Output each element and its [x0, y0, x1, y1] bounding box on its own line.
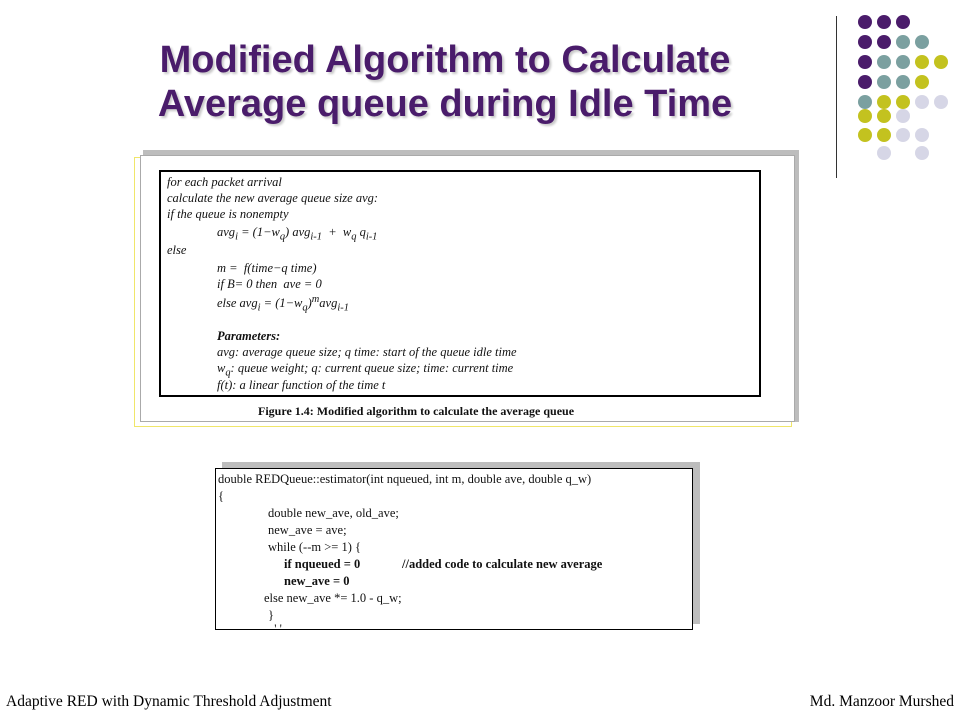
decorative-dot — [877, 35, 891, 49]
code-line: { — [218, 489, 224, 503]
algo-line: f(t): a linear function of the time t — [217, 378, 386, 392]
decorative-dot — [858, 109, 872, 123]
decorative-dot — [858, 95, 872, 109]
decorative-dot — [877, 95, 891, 109]
code-line: else new_ave *= 1.0 - q_w; — [264, 591, 402, 605]
footer-presentation-title: Adaptive RED with Dynamic Threshold Adjustment — [6, 693, 332, 710]
decorative-dot — [858, 55, 872, 69]
decorative-dot — [858, 35, 872, 49]
algo-parameters-heading: Parameters: — [217, 329, 281, 343]
algo-equation-2: else $avg_i = (1-w_q)^mavg_{i-1}$ — [217, 294, 349, 314]
decorative-dot — [934, 95, 948, 109]
decorative-dot — [858, 15, 872, 29]
decorative-dot — [896, 109, 910, 123]
decorative-dot — [915, 55, 929, 69]
decorative-dot — [915, 128, 929, 142]
decorative-dot — [896, 35, 910, 49]
title-line-2: Average queue during Idle Time — [157, 83, 733, 125]
decorative-dot — [858, 75, 872, 89]
decorative-dot — [877, 109, 891, 123]
figure-1-caption: Figure 1.4: Modified algorithm to calculate the average queue — [258, 404, 575, 418]
decorative-dot — [858, 128, 872, 142]
algo-line: for each packet arrival — [167, 175, 282, 189]
slide-title — [60, 38, 830, 126]
algo-line: m = f(time−q time) — [217, 261, 317, 275]
algo-equation-1: $avg_i = (1-w_q) avg_{i-1} + w_q$ $q_{i-1}$ — [217, 225, 378, 243]
decorative-dot — [915, 95, 929, 109]
code-comment: //added code to calculate new average — [402, 557, 603, 571]
decorative-dot — [896, 95, 910, 109]
algo-line: avg: average queue size; q time: start of the queue idle time — [217, 345, 517, 359]
decorative-dot — [915, 75, 929, 89]
decorative-divider — [836, 16, 837, 178]
decorative-dot — [877, 15, 891, 29]
algo-param-w: $w_q$: queue weight; q: current queue size; time: current time — [217, 361, 514, 379]
decorative-dot — [896, 75, 910, 89]
code-line: new_ave = 0 — [284, 574, 350, 588]
algo-line: calculate the new average queue size avg: — [167, 191, 379, 205]
figure-2-code-box — [215, 468, 693, 630]
decorative-dot — [915, 146, 929, 160]
code-line-cut: ' ' — [268, 622, 282, 630]
algo-line: if B= 0 then ave = 0 — [217, 277, 322, 291]
algo-line: else — [167, 243, 187, 257]
title-line-1: Modified Algorithm to Calculate — [159, 39, 731, 81]
code-line: new_ave = ave; — [268, 523, 347, 537]
decorative-dot — [877, 75, 891, 89]
decorative-dot — [877, 55, 891, 69]
decorative-dot — [877, 128, 891, 142]
footer-author: Md. Manzoor Murshed — [809, 693, 954, 710]
code-line: } — [268, 608, 274, 622]
code-line: double REDQueue::estimator(int nqueued, int m, double ave, double q_w) — [218, 472, 592, 486]
decorative-dot — [896, 15, 910, 29]
code-line: while (--m >= 1) { — [268, 540, 361, 554]
code-line: if nqueued = 0 — [284, 557, 361, 571]
code-line: double new_ave, old_ave; — [268, 506, 399, 520]
decorative-dot — [915, 35, 929, 49]
decorative-dot — [934, 55, 948, 69]
decorative-dot — [877, 146, 891, 160]
algo-line: if the queue is nonempty — [167, 207, 289, 221]
decorative-dot — [896, 55, 910, 69]
decorative-dot — [896, 128, 910, 142]
